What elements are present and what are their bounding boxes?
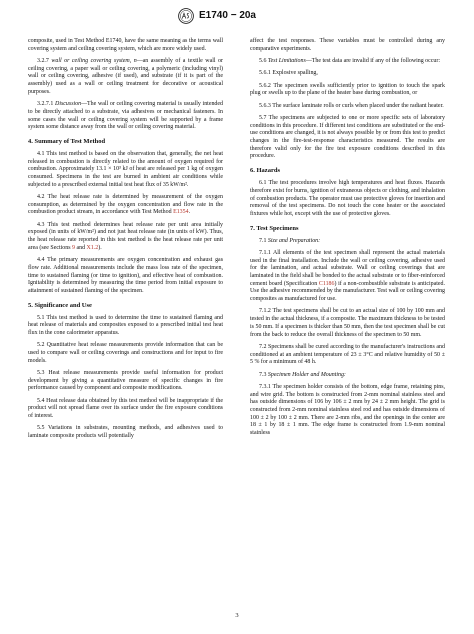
- paragraph-5-7: 5.7 The specimens are subjected to one or more specific sets of laboratory conditions in this procedure. If different test conditions are substituted or the end-use conditions are changed, it is not always possible by or from this test to predict changes in the fire-test-response characteristics measured. The results are therefore valid only for the fire test exposure conditions described in this procedure.: [250, 114, 445, 160]
- reference-link-x1-2[interactable]: X1.2: [86, 244, 99, 251]
- paragraph-text: 4.3 This test method determines heat release rate per unit area initially exposed (in units of kW/m²) and not just heat release rate (in units of kW). Thus, the heat release rate reported in this test method is the heat release rate per unit area (see Sections: [28, 221, 223, 251]
- paragraph-3-2-7-1: [28, 101, 223, 132]
- section-number: 5.6: [259, 58, 268, 64]
- reference-link-c1186[interactable]: C1186: [318, 280, 335, 287]
- paragraph-continuation: affect the test responses. These variables must be controlled during any comparative experiments.: [250, 38, 445, 52]
- paragraph-5-2: 5.2 Quantitative heat release measurements provide information that can be used to compare wall or ceiling coverings and constructions and for input to fire models.: [28, 342, 223, 364]
- paragraph-7-2: 7.2 Specimens shall be cured according to the manufacturer's instructions and conditioned at an ambient temperature of 23 ± 3°C and relative humidity of 50 ± 5 % for a minimum of 48 h.: [250, 343, 445, 366]
- page-header: [0, 0, 474, 30]
- standard-designation: E1740 − 20a: [199, 10, 256, 21]
- reference-link-section-9[interactable]: 9: [72, 244, 75, 251]
- paragraph-5-6: [250, 58, 445, 66]
- paragraph-text: —The test data are invalid if any of the following occur:: [305, 58, 441, 64]
- definition-text: —an assembly of a textile wall or ceiling covering, a paper wall or ceiling covering, a polymeric (including vinyl) wall or ceiling covering, adhesive (if used), and substrate (if it is part of the assembly) used as a wall or ceiling treatment for decorative or acoustical purposes.: [28, 58, 223, 95]
- section-heading-5: 5. Significance and Use: [28, 301, 92, 309]
- right-column: [250, 38, 445, 442]
- paragraph-4-2: [28, 194, 223, 217]
- paragraph-4-3: [28, 222, 223, 253]
- section-number: 7.3: [259, 371, 268, 378]
- paragraph-text: .: [188, 209, 191, 216]
- paragraph-7-1-1: [250, 250, 445, 304]
- paragraph-5-6-3: 5.6.3 The surface laminate rolls or curls when placed under the radiant heater.: [259, 102, 444, 109]
- paragraph-5-1: 5.1 This test method is used to determine the time to sustained flaming and heat release of materials and composites exposed to a prescribed initial test heat flux in the cone calorimeter apparatus.: [28, 314, 223, 337]
- paragraph-6-1: 6.1 The test procedures involve high temperatures and heat fluxes. Hazards therefore exist for burns, ignition of extraneous objects or clothing, and inhalation of combustion products. The operator must use protective gloves for insertion and removal of the test specimens. Do not touch the cone heater or the associated fixtures while hot, except with the use of protective gloves.: [250, 180, 445, 217]
- paragraph-5-6-1: 5.6.1 Explosive spalling,: [259, 70, 318, 77]
- paragraph-4-4: 4.4 The primary measurements are oxygen concentration and exhaust gas flow rate. Additional measurements include the mass loss rate of the specimen, time to sustained flaming (or time to ignition), and effective heat of combustion. Ignitability is determined by measuring the time period from initial exposure to attainment of sustained flaming of the specimen.: [28, 257, 223, 294]
- paragraph-5-4: 5.4 Heat release data obtained by this test method will be inappropriate if the product will not spread flame over its surface under the fire exposure conditions of interest.: [28, 397, 223, 420]
- paragraph-7-1-2: 7.1.2 The test specimens shall be cut to an actual size of 100 by 100 mm and tested in the actual thickness, if a composite. The maximum thickness to be tested is 50 mm. If a specimen is thicker than 50 mm, then the test specimen shall be cut from the back to reduce the overall thickness of the specimen to 50 mm.: [250, 308, 445, 338]
- paragraph-text: 7.1.1 All elements of the test specimen shall represent the actual materials used in the final installation. Include the wall or ceiling covering, adhesive used for the lamination, and actual substrate. Wall or ceiling coverings that are laminated in the field shall be bonded to the actual substrate or to fiber-reinforced cement board (Specification: [250, 249, 445, 287]
- left-column: [28, 38, 223, 445]
- paragraph-5-3: 5.3 Heat release measurements provide useful information for product development by giving a quantitative measure of specific changes in fire performance caused by component and composite modifications.: [28, 370, 223, 392]
- defined-term: wall or ceiling covering system, n: [51, 58, 137, 64]
- section-number: 3.2.7: [37, 58, 52, 64]
- paragraph-text: and: [74, 244, 87, 251]
- paragraph-4-1: 4.1 This test method is based on the observation that, generally, the net heat released in combustion is directly related to the amount of oxygen required for combustion. Approximately 13.1 × 10³ kJ of heat are released per 1 kg of oxygen consumed. Specimens in the test are burned in ambient air conditions while subjected to a prescribed external initial test heat flux of 35 kW/m².: [28, 150, 223, 188]
- paragraph-text: ).: [98, 244, 102, 251]
- paragraph-text: 4.2 The heat release rate is determined by measurement of the oxygen consumption, as determined by the oxygen concentration and flow rate in the combustion product stream, in accordance with Test Method: [28, 194, 223, 216]
- subsection-term: Test Limitations: [267, 58, 306, 64]
- paragraph-7-3: [250, 372, 445, 380]
- paragraph-5-5: 5.5 Variations in substrates, mounting methods, and adhesives used to laminate composite products will potentially: [28, 425, 223, 440]
- paragraph-3-2-7: [28, 58, 223, 97]
- paragraph-5-6-2: 5.6.2 The specimen swells sufficiently prior to ignition to touch the spark plug or swells up to the plane of the heater base during combustion, or: [250, 82, 445, 97]
- paragraph-continuation: composite, used in Test Method E1740, have the same meaning as the terms wall covering system and ceiling covering system, which are more widely used.: [28, 38, 223, 52]
- subsection-term: Specimen Holder and Mounting:: [267, 371, 346, 378]
- paragraph-7-3-1: 7.3.1 The specimen holder consists of the bottom, edge frame, retaining pins, and wire grid. The bottom is constructed from 2-mm nominal stainless steel and has outside dimensions of 106 by 106 ± 2 mm by 24 ± 2 mm height. The grid is constructed from 2-mm nominal stainless steel rod and has outside dimensions of 100 ± 2 by 100 ± 2 mm. There are 2-mm ribs, and the openings in the center are 18 ± 1 by 18 ± 1 mm. The edge frame is constructed from 1.9-mm nominal stainless: [250, 383, 445, 437]
- discussion-term: Discussion: [55, 101, 82, 108]
- section-heading-4: 4. Summary of Test Method: [28, 137, 106, 145]
- astm-logo-icon: [178, 8, 194, 24]
- reference-link-e1354[interactable]: E1354: [173, 209, 189, 216]
- paragraph-7-1: [250, 238, 445, 246]
- section-heading-7: 7. Test Specimens: [250, 224, 299, 232]
- section-number: 3.2.7.1: [37, 101, 56, 108]
- page-number: 3: [235, 612, 239, 619]
- discussion-text: —The wall or ceiling covering material is usually intended to be directly attached to a substrate, via adhesives or mechanical fasteners. In some cases the wall or ceiling covering system will be supported by a frame system some distance away from the wall or ceiling covering material.: [28, 101, 223, 131]
- subsection-term: Size and Preparation:: [267, 237, 321, 244]
- section-number: 7.1: [259, 237, 268, 244]
- section-heading-6: 6. Hazards: [250, 167, 280, 175]
- paragraph-text: ) if a non-combustible substrate is anticipated. Use the adhesive recommended by the manufacturer. Test wall or ceiling covering composites as manufactured for use.: [250, 280, 446, 303]
